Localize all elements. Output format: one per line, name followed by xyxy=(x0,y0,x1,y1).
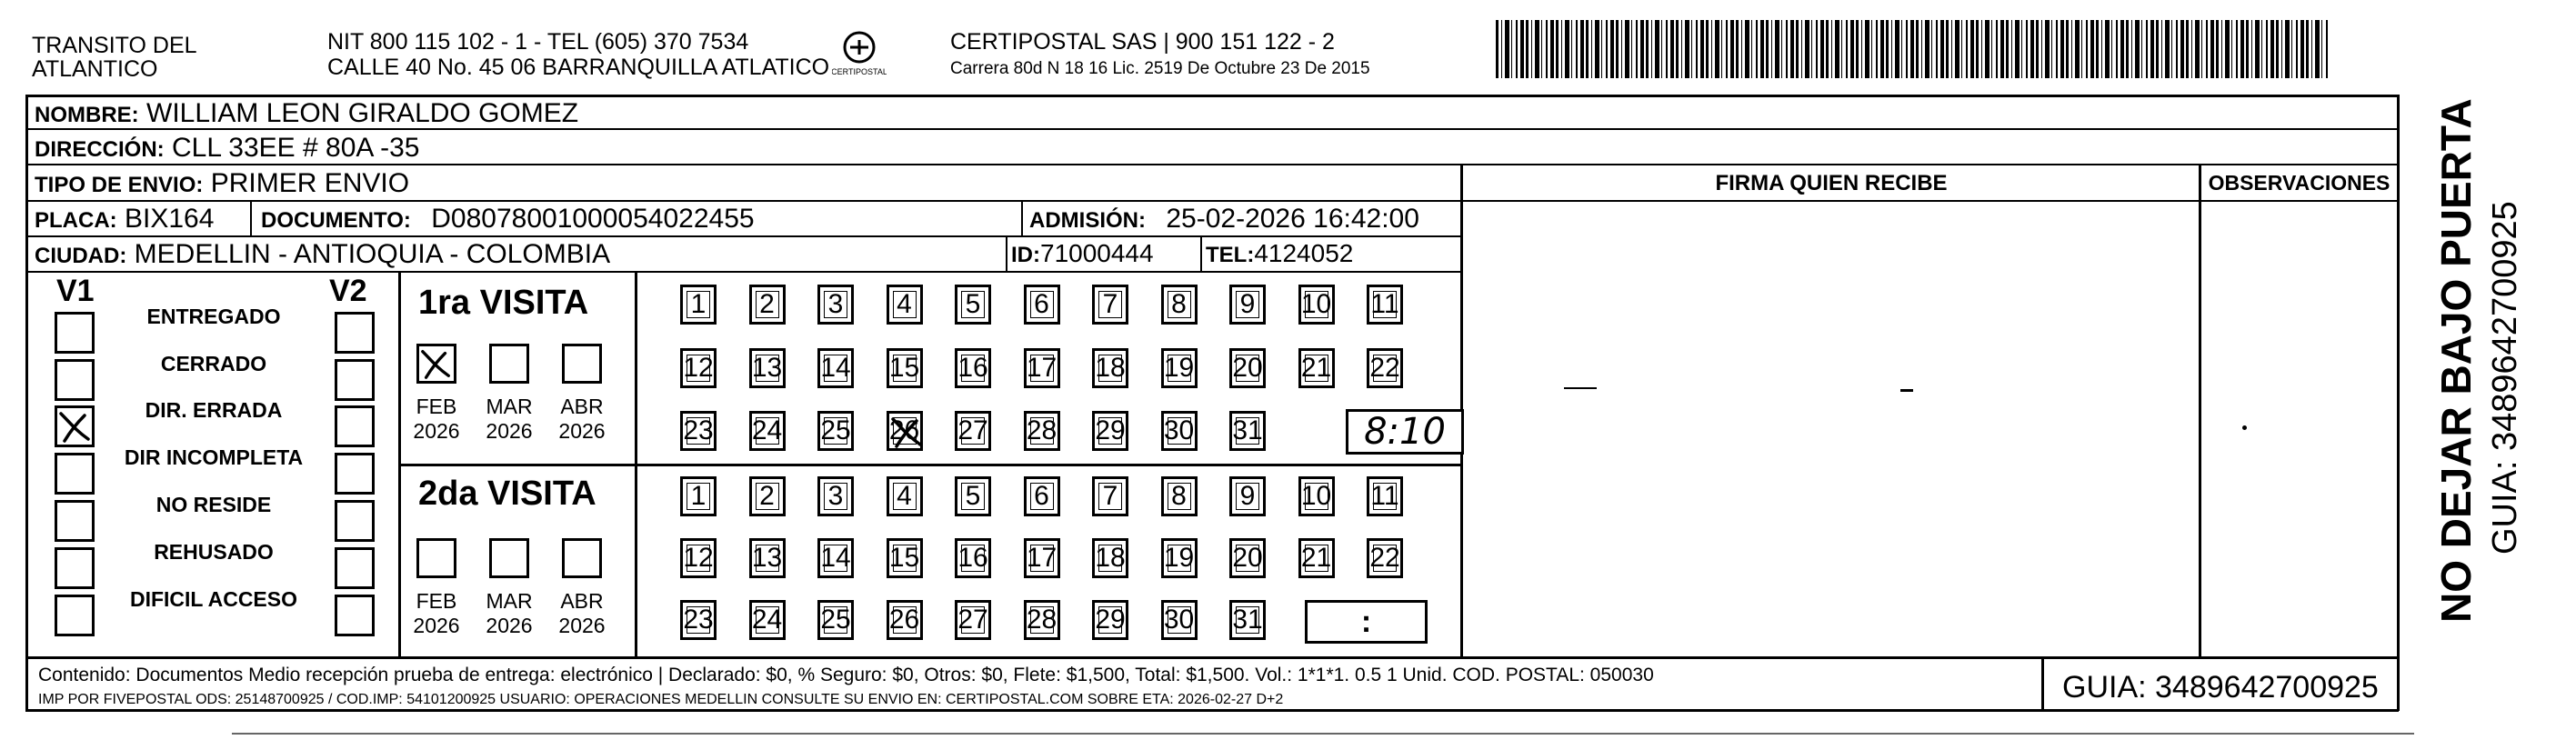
day-number: 17 xyxy=(1026,543,1057,573)
day-number: 10 xyxy=(1300,289,1332,319)
month-year: 2026 xyxy=(413,614,460,638)
day-box[interactable] xyxy=(817,476,854,516)
id-label: ID: xyxy=(1011,243,1040,267)
status-label: ENTREGADO xyxy=(146,305,281,328)
visit1-title: 1ra VISITA xyxy=(418,284,589,322)
day-box[interactable] xyxy=(680,600,717,640)
day-number: 9 xyxy=(1239,289,1256,319)
day-box[interactable] xyxy=(1298,476,1335,516)
sender-address: CALLE 40 No. 45 06 BARRANQUILLA ATLATICO xyxy=(327,55,830,80)
day-number: 5 xyxy=(965,289,981,319)
day-number: 29 xyxy=(1095,415,1126,445)
month-name: FEB xyxy=(416,589,457,613)
day-number: 4 xyxy=(897,289,912,319)
day-box[interactable] xyxy=(680,411,717,451)
status-v2-checkbox[interactable] xyxy=(335,547,375,589)
month-year: 2026 xyxy=(486,614,533,638)
day-box[interactable] xyxy=(1161,285,1198,325)
day-box[interactable] xyxy=(1161,411,1198,451)
day-box[interactable] xyxy=(817,600,854,640)
month-checkbox[interactable] xyxy=(416,344,456,384)
status-v2-checkbox[interactable] xyxy=(335,595,375,636)
day-box[interactable] xyxy=(1229,348,1266,388)
documento-value: D08078001000054022455 xyxy=(431,204,755,234)
admision-row xyxy=(1029,205,1419,233)
month-checkbox[interactable] xyxy=(489,538,529,578)
visit2-title: 2da VISITA xyxy=(418,475,596,513)
status-v2-checkbox[interactable] xyxy=(335,359,375,401)
placa-value: BIX164 xyxy=(125,204,215,234)
month-name: ABR xyxy=(560,589,604,613)
visit2-time-box[interactable] xyxy=(1305,600,1428,644)
day-number: 20 xyxy=(1232,353,1263,383)
observaciones-header: OBSERVACIONES xyxy=(2208,171,2391,195)
day-box[interactable] xyxy=(680,348,717,388)
day-number: 2 xyxy=(759,289,775,319)
month-year: 2026 xyxy=(558,614,606,638)
month-year: 2026 xyxy=(558,419,606,444)
day-box[interactable] xyxy=(680,285,717,325)
day-number: 12 xyxy=(683,543,714,573)
day-number: 20 xyxy=(1232,543,1263,573)
day-number: 14 xyxy=(820,543,851,573)
scan-mark xyxy=(1564,387,1597,389)
day-number: 21 xyxy=(1300,353,1332,383)
direccion-row xyxy=(35,135,419,162)
status-v1-checkbox[interactable] xyxy=(55,312,95,354)
day-box[interactable] xyxy=(749,600,786,640)
day-box[interactable] xyxy=(1024,285,1060,325)
day-number: 25 xyxy=(820,605,851,635)
day-box[interactable] xyxy=(955,411,991,451)
day-number: 24 xyxy=(751,415,783,445)
day-box[interactable] xyxy=(817,411,854,451)
day-number: 4 xyxy=(897,481,912,511)
status-label: DIFICIL ACCESO xyxy=(129,587,297,611)
day-number: 19 xyxy=(1163,353,1195,383)
tel-label: TEL: xyxy=(1206,243,1255,267)
month-label xyxy=(550,589,614,638)
admision-label: ADMISIÓN: xyxy=(1029,208,1146,233)
day-number: 1 xyxy=(690,481,707,511)
day-box[interactable] xyxy=(1161,476,1198,516)
ciudad-value: MEDELLIN - ANTIOQUIA - COLOMBIA xyxy=(134,239,611,269)
scan-mark xyxy=(232,733,2414,735)
day-number: 15 xyxy=(888,543,920,573)
placa-row xyxy=(35,205,214,233)
day-number: 1 xyxy=(690,289,707,319)
day-box[interactable] xyxy=(680,538,717,578)
tipo-value: PRIMER ENVIO xyxy=(210,168,410,198)
day-box[interactable] xyxy=(1229,285,1266,325)
month-checkbox[interactable] xyxy=(489,344,529,384)
month-checkbox[interactable] xyxy=(562,538,602,578)
status-v1-checkbox[interactable] xyxy=(55,500,95,542)
day-number: 25 xyxy=(820,415,851,445)
month-checkbox[interactable] xyxy=(562,344,602,384)
sender-name-line2: ATLANTICO xyxy=(32,56,158,82)
status-label: REHUSADO xyxy=(154,540,274,564)
nombre-label: NOMBRE: xyxy=(35,103,139,127)
footer-contenido: Contenido: Documentos Medio recepción prueba de entrega: electrónico | Declarado: $0, % Seguro: $0, Otros: $0, Flete: $1,500, Total: $1,500. Vol.: 1*1*1. 0.5 1 Unid. COD. POSTAL: 050030 xyxy=(38,665,1654,685)
day-box[interactable] xyxy=(1229,538,1266,578)
day-number: 8 xyxy=(1171,481,1187,511)
courier-name: CERTIPOSTAL SAS | 900 151 122 - 2 xyxy=(950,29,1335,55)
day-box[interactable] xyxy=(887,600,923,640)
sender-nit: NIT 800 115 102 - 1 - TEL (605) 370 7534 xyxy=(327,29,749,55)
day-number: 18 xyxy=(1095,353,1126,383)
month-year: 2026 xyxy=(486,419,533,444)
status-v2-checkbox[interactable] xyxy=(335,312,375,354)
day-number: 14 xyxy=(820,353,851,383)
day-number: 13 xyxy=(751,543,783,573)
certipostal-logo xyxy=(832,27,887,82)
admision-value: 25-02-2026 16:42:00 xyxy=(1166,204,1419,234)
day-box[interactable] xyxy=(1024,348,1060,388)
day-box[interactable] xyxy=(955,348,991,388)
month-name: ABR xyxy=(560,395,604,418)
day-number: 15 xyxy=(888,353,920,383)
day-box[interactable] xyxy=(817,285,854,325)
day-box[interactable] xyxy=(1229,600,1266,640)
day-number: 30 xyxy=(1163,415,1195,445)
courier-license: Carrera 80d N 18 16 Lic. 2519 De Octubre 23 De 2015 xyxy=(950,59,1370,78)
v1-header: V1 xyxy=(56,274,95,308)
day-number: 16 xyxy=(957,353,988,383)
day-box[interactable] xyxy=(955,600,991,640)
no-dejar-bajo-puerta: NO DEJAR BAJO PUERTA xyxy=(2432,98,2480,623)
status-label: DIR INCOMPLETA xyxy=(124,445,304,469)
day-box[interactable] xyxy=(749,476,786,516)
day-box[interactable] xyxy=(749,411,786,451)
day-number: 28 xyxy=(1026,415,1057,445)
scan-mark xyxy=(1900,389,1913,392)
day-box[interactable] xyxy=(1367,538,1403,578)
month-name: MAR xyxy=(486,589,533,613)
status-v1-checkbox[interactable] xyxy=(55,405,95,447)
day-number: 6 xyxy=(1034,481,1049,511)
day-box[interactable] xyxy=(749,285,786,325)
day-number: 27 xyxy=(957,605,988,635)
day-box[interactable] xyxy=(1229,476,1266,516)
day-number: 26 xyxy=(888,415,920,445)
side-guia: GUIA: 3489642700925 xyxy=(2486,201,2524,555)
day-number: 28 xyxy=(1026,605,1057,635)
day-box[interactable] xyxy=(1024,538,1060,578)
documento-label: DOCUMENTO: xyxy=(261,208,411,233)
day-box[interactable] xyxy=(749,348,786,388)
day-box[interactable] xyxy=(1092,348,1128,388)
nombre-row xyxy=(35,100,578,127)
day-box[interactable] xyxy=(1367,285,1403,325)
day-number: 3 xyxy=(827,481,844,511)
v2-header: V2 xyxy=(329,274,367,308)
firma-header: FIRMA QUIEN RECIBE xyxy=(1715,171,1948,195)
day-number: 27 xyxy=(957,415,988,445)
day-number: 24 xyxy=(751,605,783,635)
visit2-time: : xyxy=(1360,604,1372,639)
day-box[interactable] xyxy=(817,538,854,578)
handwritten-check-icon xyxy=(57,408,94,445)
day-number: 3 xyxy=(827,289,844,319)
day-box[interactable] xyxy=(1229,411,1266,451)
day-box[interactable] xyxy=(1298,285,1335,325)
day-number: 5 xyxy=(965,481,981,511)
month-year: 2026 xyxy=(413,419,460,444)
id-value: 71000444 xyxy=(1040,239,1154,267)
day-box[interactable] xyxy=(1024,476,1060,516)
day-number: 30 xyxy=(1163,605,1195,635)
status-v2-checkbox[interactable] xyxy=(335,453,375,495)
day-box[interactable] xyxy=(887,411,923,451)
status-v1-checkbox[interactable] xyxy=(55,453,95,495)
id-row xyxy=(1011,241,1154,266)
ciudad-row xyxy=(35,241,610,268)
day-box[interactable] xyxy=(1298,538,1335,578)
day-box[interactable] xyxy=(1092,411,1128,451)
day-box[interactable] xyxy=(1092,476,1128,516)
visit1-time: 8:10 xyxy=(1364,411,1446,453)
day-number: 31 xyxy=(1232,415,1263,445)
day-box[interactable] xyxy=(955,538,991,578)
day-number: 22 xyxy=(1369,543,1400,573)
day-number: 21 xyxy=(1300,543,1332,573)
visit1-time-box[interactable] xyxy=(1346,409,1464,455)
day-number: 17 xyxy=(1026,353,1057,383)
certipostal-logo-icon xyxy=(832,27,887,82)
month-label xyxy=(405,395,468,444)
month-name: FEB xyxy=(416,395,457,418)
documento-row xyxy=(261,205,755,233)
direccion-label: DIRECCIÓN: xyxy=(35,137,165,162)
nombre-value: WILLIAM LEON GIRALDO GOMEZ xyxy=(146,98,579,128)
month-label xyxy=(550,395,614,444)
day-number: 18 xyxy=(1095,543,1126,573)
day-box[interactable] xyxy=(1092,285,1128,325)
day-number: 10 xyxy=(1300,481,1332,511)
tipo-row xyxy=(35,170,409,197)
status-label: DIR. ERRADA xyxy=(145,398,283,422)
day-number: 22 xyxy=(1369,353,1400,383)
day-number: 8 xyxy=(1171,289,1187,319)
day-number: 7 xyxy=(1102,481,1118,511)
day-box[interactable] xyxy=(817,348,854,388)
day-box[interactable] xyxy=(1092,538,1128,578)
day-number: 26 xyxy=(888,605,920,635)
day-box[interactable] xyxy=(887,285,923,325)
day-box[interactable] xyxy=(955,285,991,325)
day-number: 6 xyxy=(1034,289,1049,319)
month-label xyxy=(477,589,541,638)
status-label: CERRADO xyxy=(160,352,267,375)
day-number: 7 xyxy=(1102,289,1118,319)
direccion-value: CLL 33EE # 80A -35 xyxy=(172,133,420,163)
day-box[interactable] xyxy=(1367,348,1403,388)
status-v2-checkbox[interactable] xyxy=(335,405,375,447)
day-box[interactable] xyxy=(1161,600,1198,640)
day-number: 23 xyxy=(683,605,714,635)
barcode xyxy=(1496,20,2328,78)
month-label xyxy=(405,589,468,638)
day-box[interactable] xyxy=(1024,600,1060,640)
scan-mark xyxy=(2242,425,2247,430)
day-box[interactable] xyxy=(749,538,786,578)
status-v2-checkbox[interactable] xyxy=(335,500,375,542)
placa-label: PLACA: xyxy=(35,208,117,233)
tipo-label: TIPO DE ENVIO: xyxy=(35,173,204,197)
day-box[interactable] xyxy=(887,538,923,578)
tel-row xyxy=(1206,241,1353,266)
day-number: 11 xyxy=(1370,481,1399,511)
sender-name-line1: TRANSITO DEL xyxy=(32,33,197,58)
side-text xyxy=(2411,82,2557,627)
day-box[interactable] xyxy=(680,476,717,516)
day-number: 23 xyxy=(683,415,714,445)
day-number: 13 xyxy=(751,353,783,383)
day-number: 9 xyxy=(1239,481,1256,511)
day-box[interactable] xyxy=(1092,600,1128,640)
footer-guia: GUIA: 3489642700925 xyxy=(2062,670,2379,705)
day-box[interactable] xyxy=(887,476,923,516)
day-box[interactable] xyxy=(1161,538,1198,578)
day-box[interactable] xyxy=(1024,411,1060,451)
handwritten-check-icon xyxy=(419,346,454,381)
month-label xyxy=(477,395,541,444)
day-box[interactable] xyxy=(1298,348,1335,388)
day-number: 29 xyxy=(1095,605,1126,635)
day-number: 31 xyxy=(1232,605,1263,635)
svg-text:CERTIPOSTAL: CERTIPOSTAL xyxy=(832,67,887,76)
day-number: 16 xyxy=(957,543,988,573)
month-checkbox[interactable] xyxy=(416,538,456,578)
status-v1-checkbox[interactable] xyxy=(55,595,95,636)
footer-imp: IMP POR FIVEPOSTAL ODS: 25148700925 / COD.IMP: 54101200925 USUARIO: OPERACIONES MEDELLIN CONSULTE SU ENVIO EN: CERTIPOSTAL.COM SOBRE ETA: 2026-02-27 D+2 xyxy=(38,692,1284,707)
status-v1-checkbox[interactable] xyxy=(55,547,95,589)
day-box[interactable] xyxy=(955,476,991,516)
day-number: 12 xyxy=(683,353,714,383)
tel-value: 4124052 xyxy=(1254,239,1354,267)
month-name: MAR xyxy=(486,395,533,418)
day-number: 19 xyxy=(1163,543,1195,573)
day-number: 11 xyxy=(1370,289,1399,319)
day-number: 2 xyxy=(759,481,775,511)
day-box[interactable] xyxy=(887,348,923,388)
day-box[interactable] xyxy=(1161,348,1198,388)
ciudad-label: CIUDAD: xyxy=(35,244,127,268)
status-label: NO RESIDE xyxy=(155,493,272,516)
status-v1-checkbox[interactable] xyxy=(55,359,95,401)
day-box[interactable] xyxy=(1367,476,1403,516)
